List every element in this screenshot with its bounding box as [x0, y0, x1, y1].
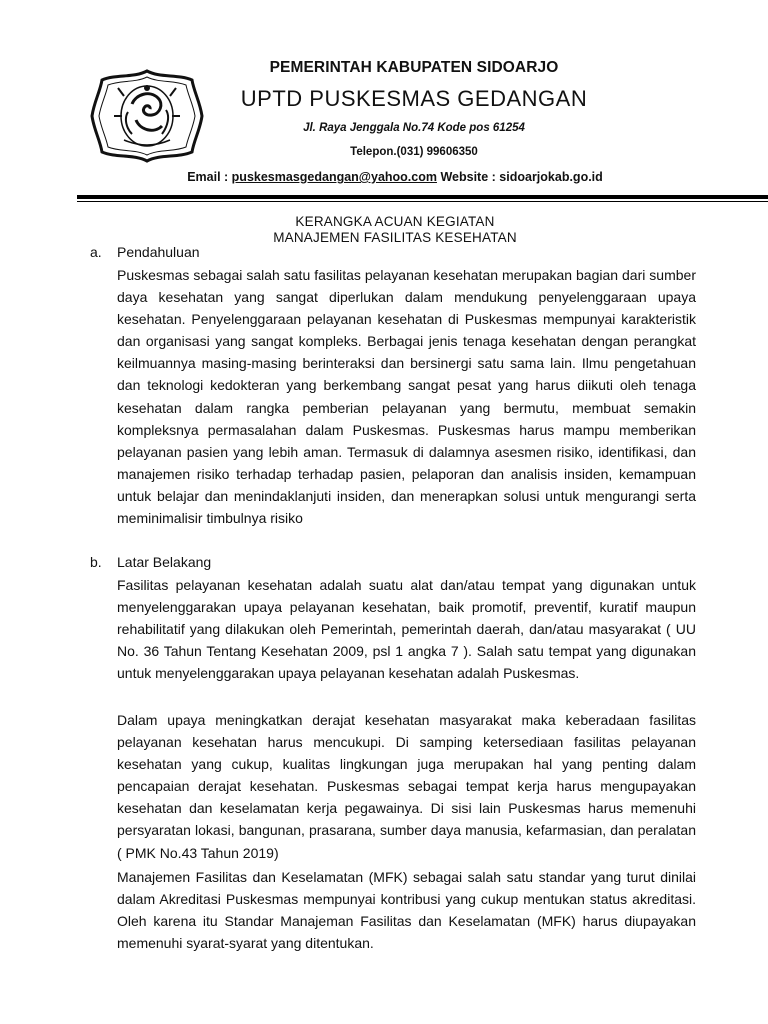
website-link[interactable]: sidoarjokab.go.id	[499, 170, 603, 184]
section-number: b.	[90, 554, 102, 570]
phone-line: Telepon.(031) 99606350	[350, 146, 478, 158]
document-title: KERANGKA ACUAN KEGIATAN	[295, 214, 495, 229]
email-label: Email :	[187, 170, 229, 184]
email-link[interactable]: puskesmasgedangan@yahoo.com	[231, 170, 437, 184]
contact-line	[0, 170, 768, 184]
website-label: Website :	[440, 170, 496, 184]
paragraph: Manajemen Fasilitas dan Keselamatan (MFK) sebagai salah satu standar yang turut dinilai dalam Akreditasi Puskesmas mempunyai kontribusi yang cukup mentukan status akreditasi. Oleh karena itu Standar Manajeman Fasilitas dan Keselamatan (MFK) harus diupayakan memenuhi syarat-syarat yang ditentukan.	[117, 869, 696, 952]
government-name: PEMERINTAH KABUPATEN SIDOARJO	[269, 59, 559, 76]
header-divider-thin	[77, 201, 768, 202]
paragraph: Puskesmas sebagai salah satu fasilitas pelayanan kesehatan merupakan bagian dari sumber daya kesehatan yang sangat diperlukan dalam mendukung penyelenggaraan upaya kesehatan. Penyelenggaraan pelayanan kesehatan di Puskesmas mempunyai karakteristik dan organisasi yang sangat kompleks. Berbagai jenis tenaga kesehatan dengan perangkat keilmuannya masing-masing berinteraksi dan bersinergi satu sama lain. Ilmu pengetahuan dan teknologi kedokteran yang berkembang sangat pesat yang harus diikuti oleh tenaga kesehatan dalam rangka pemberian pelayanan yang bermutu, membuat semakin kompleksnya permasalahan dalam Puskesmas. Puskesmas harus mampu memberikan pelayanan pasien yang lebih aman. Termasuk di dalamnya asesmen risiko, identifikasi, dan manajemen risiko terhadap terhadap pasien, pelaporan dan analisis insiden, kemampuan untuk belajar dan menindaklanjuti insiden, dan menerapkan solusi untuk mengurangi serta meminimalisir timbulnya risiko	[117, 267, 696, 527]
section-number: a.	[90, 244, 102, 260]
paragraph: Dalam upaya meningkatkan derajat kesehatan masyarakat maka keberadaan fasilitas pelayanan kesehatan harus mencukupi. Di samping ketersediaan fasilitas pelayanan kesehatan yang cukup, kualitas lingkungan juga merupakan hal yang penting dalam pencapaian derajat kesehatan. Puskesmas sebagai tempat kerja harus mengupayakan kesehatan dan keselamatan kerja pegawainya. Di sisi lain Puskesmas harus memenuhi persyaratan lokasi, bangunan, prasarana, sumber daya manusia, kefarmasian, dan peralatan ( PMK No.43 Tahun 2019)	[117, 712, 696, 861]
address-line: Jl. Raya Jenggala No.74 Kode pos 61254	[303, 122, 525, 134]
header-divider-thick	[77, 195, 768, 199]
document-subtitle: MANAJEMEN FASILITAS KESEHATAN	[273, 230, 517, 245]
paragraph: Fasilitas pelayanan kesehatan adalah suatu alat dan/atau tempat yang digunakan untuk menyelenggarakan upaya pelayanan kesehatan, baik promotif, preventif, kuratif maupun rehabilitatif yang dilakukan oleh Pemerintah, pemerintah daerah, dan/atau masyarakat ( UU No. 36 Tahun Tentang Kesehatan 2009, psl 1 angka 7 ). Salah satu tempat yang digunakan untuk menyelenggarakan upaya pelayanan kesehatan adalah Puskesmas.	[117, 577, 696, 682]
institution-name: UPTD PUSKESMAS GEDANGAN	[240, 86, 588, 111]
section-title: Latar Belakang	[117, 554, 212, 570]
section-title: Pendahuluan	[117, 244, 200, 260]
